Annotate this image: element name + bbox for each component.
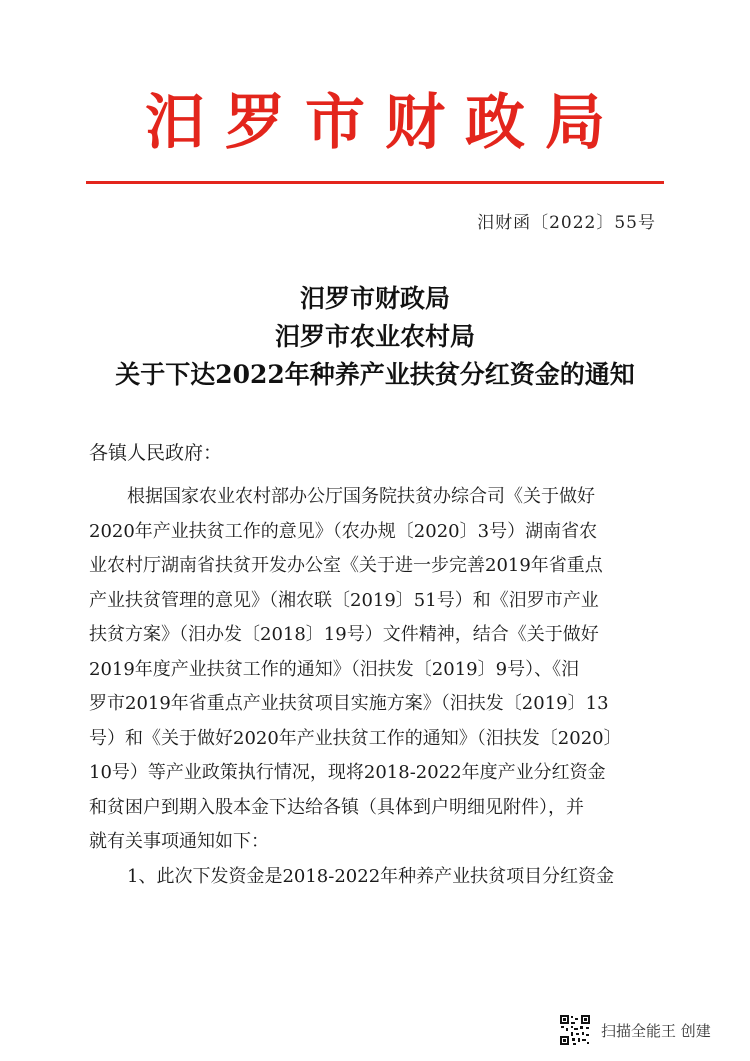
body-line: 业农村厅湖南省扶贫开发办公室《关于进一步完善2019年省重点 — [89, 555, 603, 576]
body-line: 1、此次下发资金是2018-2022年种养产业扶贫项目分红资金 — [127, 865, 615, 887]
body-line: 就有关事项通知如下： — [89, 831, 269, 852]
document-title — [0, 280, 750, 394]
body-line: 2020年产业扶贫工作的意见》（农办规〔2020〕3号）湖南省农 — [89, 520, 598, 542]
title-line-1: 汨罗市财政局 — [299, 284, 450, 313]
body-text — [89, 480, 664, 894]
document-number: 汨财函〔2022〕55号 — [477, 213, 656, 233]
body-line: 10号）等产业政策执行情况，现将2018-2022年度产业分红资金 — [89, 762, 606, 783]
scanner-label: 扫描全能王 创建 — [601, 1021, 711, 1040]
body-line: 号）和《关于做好2020年产业扶贫工作的通知》（汨扶发〔2020〕 — [89, 727, 622, 749]
body-line: 产业扶贫管理的意见》（湘农联〔2019〕51号）和《汨罗市产业 — [89, 589, 599, 611]
body-line: 罗市2019年省重点产业扶贫项目实施方案》（汨扶发〔2019〕13 — [89, 693, 609, 714]
body-line: 根据国家农业农村部办公厅国务院扶贫办综合司《关于做好 — [127, 486, 595, 507]
red-divider-rule — [86, 181, 664, 184]
title-line-3: 关于下达2022年种养产业扶贫分红资金的通知 — [115, 360, 635, 389]
body-line: 扶贫方案》（汨办发〔2018〕19号）文件精神，结合《关于做好 — [89, 624, 599, 645]
body-line: 2019年度产业扶贫工作的通知》（汨扶发〔2019〕9号）、《汨 — [89, 658, 580, 680]
qr-code-icon — [559, 1014, 591, 1046]
title-line-2: 汨罗市农业农村局 — [274, 322, 475, 351]
body-line: 和贫困户到期入股本金下达给各镇（具体到户明细见附件），并 — [89, 796, 584, 818]
scanner-watermark — [559, 1012, 711, 1048]
masthead-title: 汨罗市财政局 — [145, 88, 625, 158]
salutation: 各镇人民政府： — [89, 442, 223, 464]
